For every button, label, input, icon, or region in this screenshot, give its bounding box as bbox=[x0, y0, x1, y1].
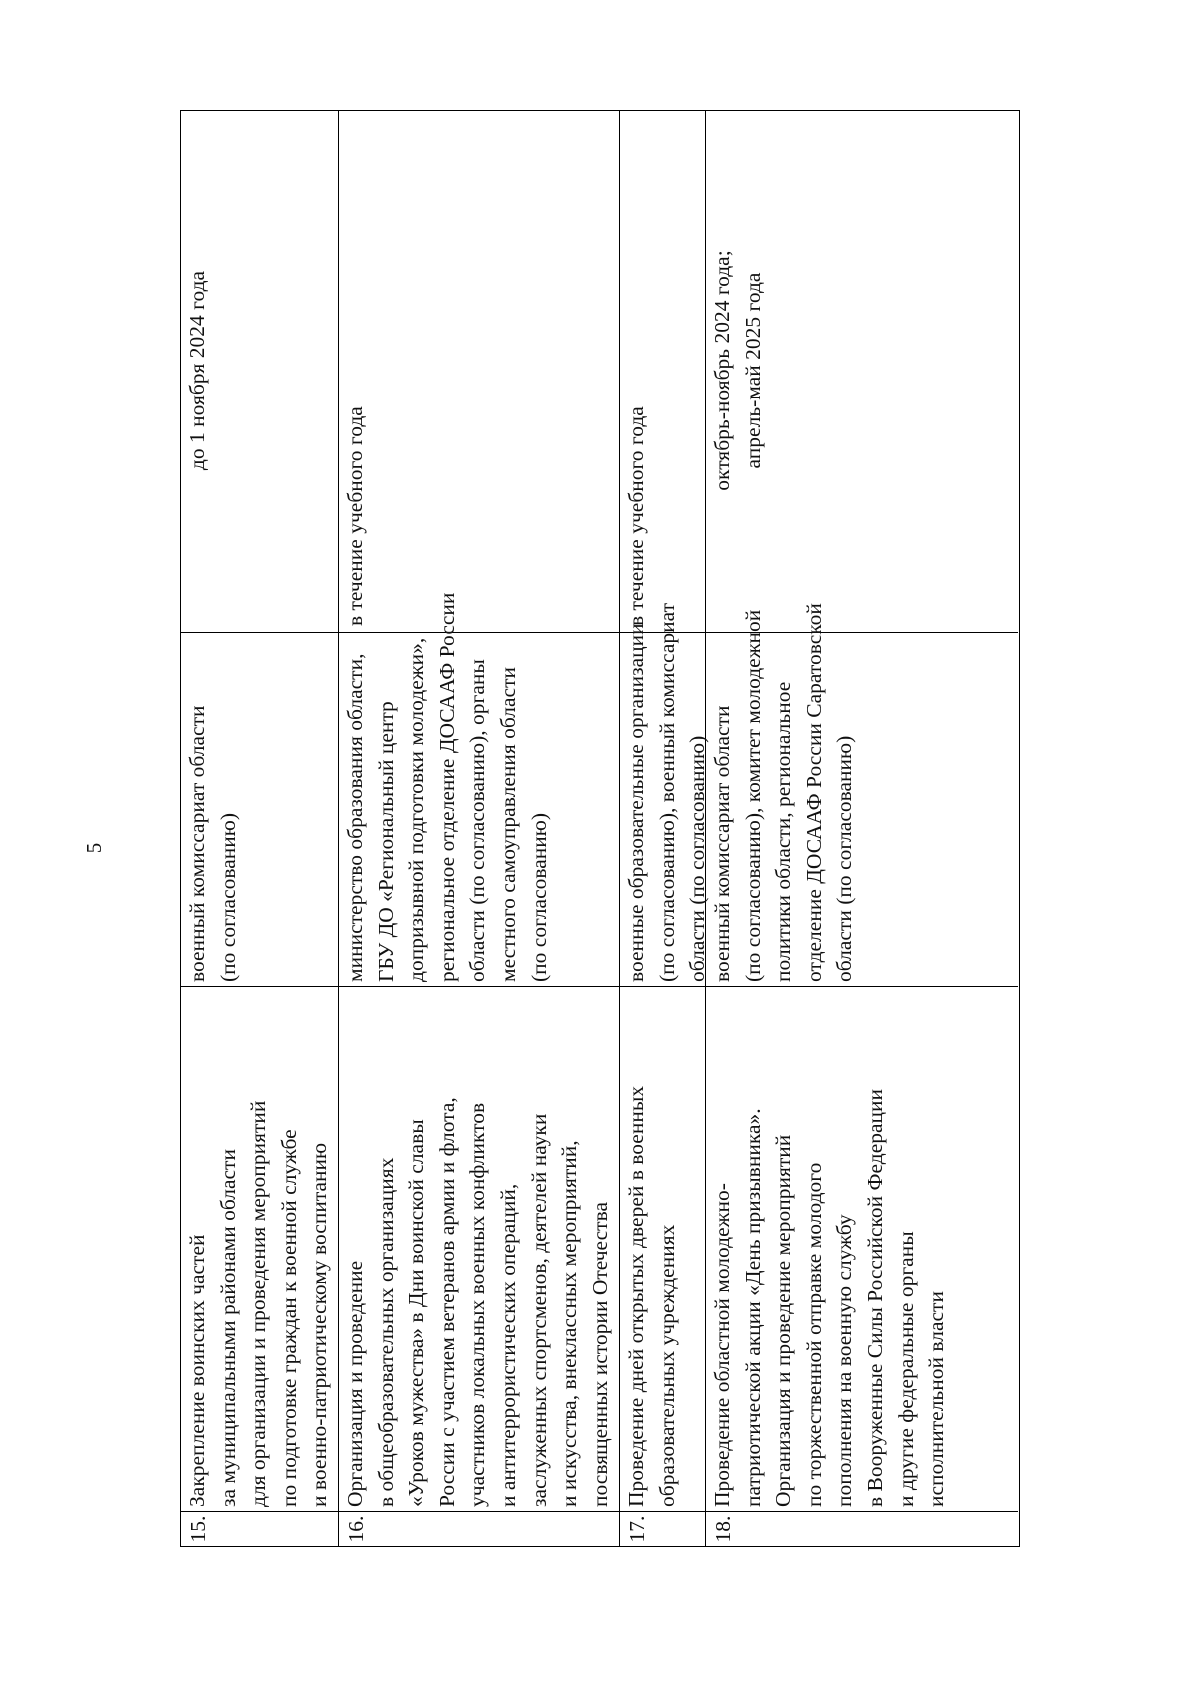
responsible-line: (по согласованию) bbox=[526, 812, 551, 982]
term-line: апрель-май 2025 года bbox=[740, 272, 765, 469]
term-cell bbox=[620, 111, 705, 632]
responsible-line: политики области, региональное bbox=[771, 681, 796, 982]
term-line: в течение учебного года bbox=[343, 406, 367, 626]
responsible-cell bbox=[706, 603, 1018, 986]
responsible-line: военные образовательные организации bbox=[624, 623, 648, 982]
event-line: в Вооруженные Силы Российской Федерации bbox=[862, 1088, 887, 1507]
event-line: России с участием ветеранов армии и флота, bbox=[434, 1097, 459, 1507]
event-cell bbox=[620, 986, 705, 1511]
table-row-17 bbox=[620, 111, 710, 1546]
responsible-line: местного самоуправления области bbox=[495, 666, 520, 982]
row-number: 18. bbox=[706, 1511, 1018, 1546]
event-line: Проведение дней открытых дверей в военных bbox=[624, 1085, 648, 1507]
row-number: 15. bbox=[181, 1511, 338, 1546]
event-line: для организации и проведения мероприятий bbox=[246, 1100, 271, 1507]
responsible-line: военный комиссариат области bbox=[185, 705, 209, 982]
event-line: и искусства, внеклассных мероприятий, bbox=[557, 1140, 582, 1507]
table-row-15 bbox=[181, 111, 339, 1546]
event-line: по подготовке граждан к военной службе bbox=[276, 1129, 301, 1507]
event-line: и военно-патриотическому воспитанию bbox=[307, 1142, 332, 1507]
responsible-line: (по согласованию), комитет молодежной bbox=[740, 609, 765, 982]
event-line: «Уроков мужества» в Дни воинской славы bbox=[404, 1119, 429, 1507]
responsible-line: министерство образования области, bbox=[343, 653, 367, 982]
responsible-cell bbox=[620, 602, 710, 986]
page-number: 5 bbox=[82, 842, 106, 854]
event-cell bbox=[339, 986, 619, 1511]
event-line: исполнительной власти bbox=[924, 1291, 949, 1507]
responsible-line: (по согласованию), военный комиссариат bbox=[654, 602, 679, 982]
rotated-page-area bbox=[180, 110, 1020, 1547]
responsible-line: военный комиссариат области bbox=[710, 705, 734, 982]
event-line: Проведение областной молодежно- bbox=[710, 1183, 734, 1507]
event-line: за муниципальными районами области bbox=[215, 1149, 240, 1507]
event-line: пополнения на военную службу bbox=[832, 1214, 857, 1507]
responsible-line: (по согласованию) bbox=[215, 812, 240, 982]
event-line: Организация и проведение мероприятий bbox=[771, 1134, 796, 1507]
event-line: и другие федеральные органы bbox=[893, 1231, 918, 1507]
event-line: и антитеррористических операций, bbox=[495, 1183, 520, 1507]
term-cell bbox=[181, 111, 338, 632]
event-line: Организация и проведение bbox=[343, 1260, 367, 1507]
responsible-cell bbox=[181, 632, 338, 986]
event-line: в общеобразовательных организациях bbox=[373, 1157, 398, 1507]
row-number: 16. bbox=[339, 1511, 619, 1546]
responsible-line: области (по согласованию) bbox=[832, 735, 857, 982]
table-row-18 bbox=[706, 111, 1018, 1546]
event-line: по торжественной отправке молодого bbox=[801, 1162, 826, 1507]
event-cell bbox=[181, 986, 338, 1511]
event-line: образовательных учреждениях bbox=[654, 1224, 679, 1507]
responsible-line: области (по согласованию) bbox=[685, 735, 710, 982]
event-line: посвященных истории Отечества bbox=[587, 1202, 612, 1507]
event-line: участников локальных военных конфликтов bbox=[465, 1102, 490, 1507]
term-line: в течение учебного года bbox=[624, 406, 648, 626]
term-line: октябрь-ноябрь 2024 года; bbox=[710, 250, 734, 491]
term-cell bbox=[339, 111, 619, 632]
term-cell bbox=[706, 111, 1018, 632]
responsible-line: отделение ДОСААФ России Саратовской bbox=[801, 603, 826, 982]
table-row-16 bbox=[339, 111, 620, 1546]
responsible-line: ГБУ ДО «Региональный центр bbox=[373, 701, 398, 982]
term-line: до 1 ноября 2024 года bbox=[185, 270, 209, 471]
responsible-line: региональное отделение ДОСААФ России bbox=[434, 592, 459, 982]
responsible-cell bbox=[339, 592, 619, 986]
event-line: Закрепление воинских частей bbox=[185, 1234, 209, 1507]
plan-table bbox=[180, 110, 1020, 1547]
event-line: заслуженных спортсменов, деятелей науки bbox=[526, 1113, 551, 1507]
row-number: 17. bbox=[620, 1511, 705, 1546]
event-line: патриотической акции «День призывника». bbox=[740, 1108, 765, 1507]
responsible-line: области (по согласованию), органы bbox=[465, 659, 490, 982]
responsible-line: допризывной подготовки молодежи», bbox=[404, 637, 429, 982]
event-cell bbox=[706, 986, 1018, 1511]
